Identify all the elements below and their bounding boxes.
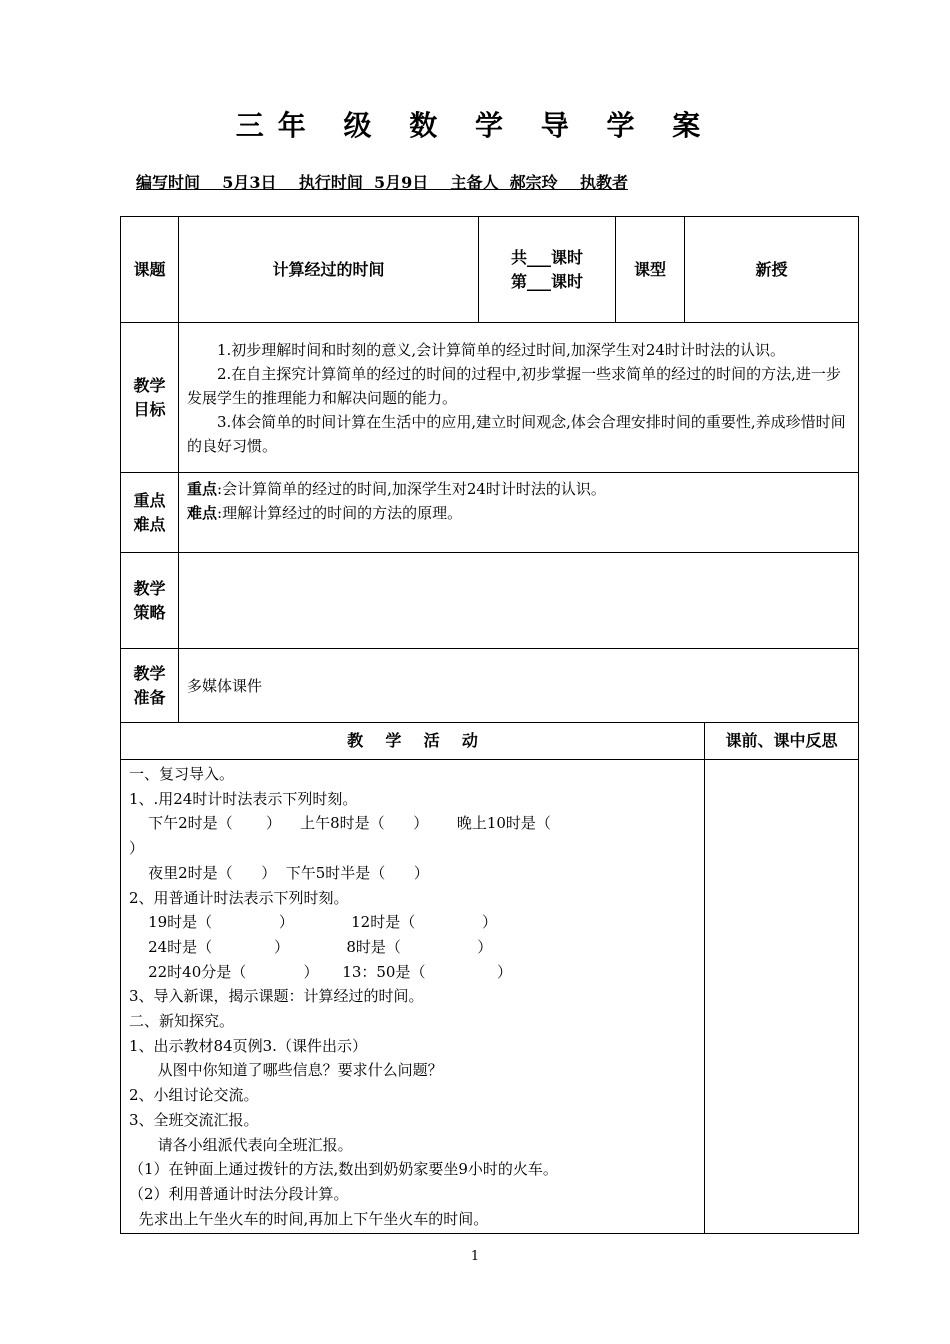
goals-cell: [179, 323, 859, 473]
hours-nth: 第___课时: [510, 271, 583, 291]
topic-label: 课题: [121, 217, 179, 323]
activity-line: （2）利用普通计时法分段计算。: [129, 1184, 349, 1203]
topic-value: 计算经过的时间: [179, 217, 479, 323]
activity-line: ）: [129, 839, 145, 858]
activity-line: 22时40分是（ ） 13：50是（ ）: [129, 962, 512, 981]
activity-line: 19时是（ ） 12时是（ ）: [129, 913, 497, 932]
type-value: 新授: [685, 217, 859, 323]
strategy-label: 教学策略: [121, 553, 179, 649]
activity-line: 1、.用24时计时法表示下列时刻。: [129, 789, 358, 808]
activity-line: 从图中你知道了哪些信息？要求什么问题？: [129, 1061, 443, 1080]
goal-item: 1.初步理解时间和时刻的意义,会计算简单的经过时间,加深学生对24时计时法的认识。: [217, 340, 785, 359]
type-label: 课型: [616, 217, 685, 323]
activity-line: 请各小组派代表向全班汇报。: [129, 1135, 353, 1154]
key-point-text: :会计算简单的经过的时间,加深学生对24时计时法的认识。: [217, 480, 606, 498]
key-point-label: 重点: [187, 480, 218, 498]
document-title: 三年 级 数 学 导 学 案: [235, 109, 715, 142]
activity-line: 2、用普通计时法表示下列时刻。: [129, 888, 349, 907]
activity-line: 夜里2时是（ ） 下午5时半是（ ）: [129, 863, 429, 882]
goal-item: 2.在自主探究计算简单的经过的时间的过程中,初步掌握一些求简单的经过的时间的方法,进一步发展学生的推理能力和解决问题的能力。: [187, 364, 841, 407]
reflection-content: [705, 760, 859, 1234]
activity-line: 1、出示教材84页例3.（课件出示）: [129, 1036, 367, 1055]
activities-content: [121, 760, 705, 1234]
focus-cell: [179, 473, 859, 553]
activity-line: 24时是（ ） 8时是（ ）: [129, 937, 493, 956]
hours-cell: [479, 217, 616, 323]
activity-line: （1）在钟面上通过拨针的方法,数出到奶奶家要坐9小时的火车。: [129, 1160, 558, 1179]
goals-label: 教学目标: [121, 323, 179, 473]
focus-label: 重点难点: [121, 473, 179, 553]
activity-line: 2、小组讨论交流。: [129, 1086, 259, 1105]
reflection-heading: 课前、课中反思: [705, 723, 859, 760]
prep-value: 多媒体课件: [179, 649, 859, 723]
difficulty-text: :理解计算经过的时间的方法的原理。: [217, 504, 463, 522]
activities-table: [120, 722, 859, 1234]
strategy-value: [179, 553, 859, 649]
activity-line: 一、复习导入。: [129, 765, 235, 783]
activity-line: 下午2时是（ ） 上午8时是（ ） 晚上10时是（: [129, 814, 551, 833]
goal-item: 3.体会简单的时间计算在生活中的应用,建立时间观念,体会合理安排时间的重要性,养成珍惜时间的良好习惯。: [187, 412, 846, 455]
hours-total: 共___课时: [510, 247, 583, 267]
activities-heading: 教 学 活 动: [121, 723, 705, 760]
document-meta: 编写时间 5月3日 执行时间 5月9日 主备人 郝宗玲 执教者: [136, 173, 628, 192]
activity-line: 先求出上午坐火车的时间,再加上下午坐火车的时间。: [129, 1209, 489, 1228]
activity-line: 二、新知探究。: [129, 1012, 235, 1031]
lesson-plan-table: [120, 216, 859, 723]
activity-line: 3、导入新课，揭示课题：计算经过的时间。: [129, 987, 424, 1006]
activity-line: 3、全班交流汇报。: [129, 1110, 259, 1129]
page-number: 1: [470, 1249, 480, 1264]
prep-label: 教学准备: [121, 649, 179, 723]
difficulty-label: 难点: [187, 504, 218, 522]
